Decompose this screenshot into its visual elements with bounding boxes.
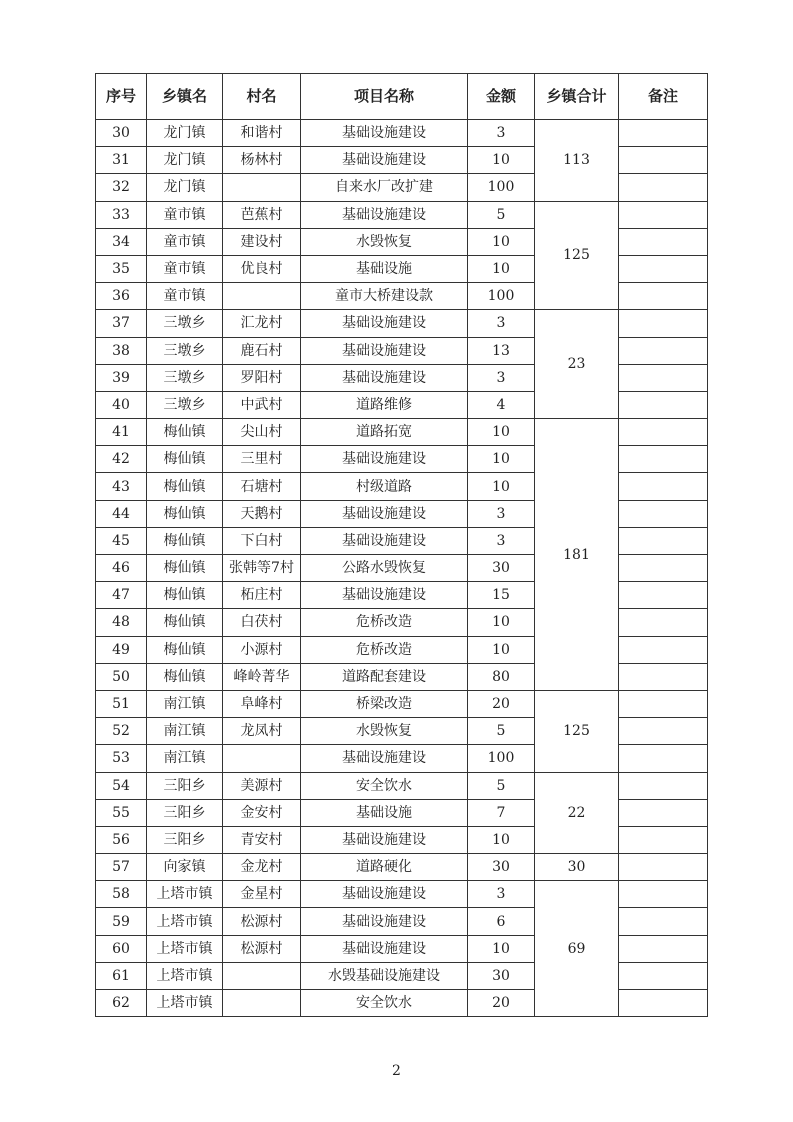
project-name: 村级道路 xyxy=(301,473,468,500)
row-index: 58 xyxy=(96,881,147,908)
village-name: 小源村 xyxy=(223,636,301,663)
amount: 30 xyxy=(468,555,535,582)
project-name: 基础设施建设 xyxy=(301,881,468,908)
village-name xyxy=(223,283,301,310)
remarks xyxy=(619,772,708,799)
project-name: 水毁基础设施建设 xyxy=(301,962,468,989)
town-name: 梅仙镇 xyxy=(147,609,223,636)
village-name: 美源村 xyxy=(223,772,301,799)
village-name: 金星村 xyxy=(223,881,301,908)
row-index: 60 xyxy=(96,935,147,962)
amount: 30 xyxy=(468,854,535,881)
amount: 3 xyxy=(468,120,535,147)
village-name: 峰岭菁华 xyxy=(223,663,301,690)
project-name: 基础设施建设 xyxy=(301,908,468,935)
amount: 3 xyxy=(468,364,535,391)
amount: 3 xyxy=(468,527,535,554)
project-name: 基础设施建设 xyxy=(301,826,468,853)
project-name: 危桥改造 xyxy=(301,636,468,663)
amount: 3 xyxy=(468,881,535,908)
amount: 10 xyxy=(468,935,535,962)
town-name: 梅仙镇 xyxy=(147,419,223,446)
remarks xyxy=(619,609,708,636)
row-index: 34 xyxy=(96,228,147,255)
town-name: 三墩乡 xyxy=(147,364,223,391)
row-index: 48 xyxy=(96,609,147,636)
village-name: 三里村 xyxy=(223,446,301,473)
town-name: 南江镇 xyxy=(147,690,223,717)
remarks xyxy=(619,500,708,527)
remarks xyxy=(619,745,708,772)
header-village: 村名 xyxy=(223,74,301,120)
amount: 100 xyxy=(468,283,535,310)
remarks xyxy=(619,228,708,255)
project-name: 道路维修 xyxy=(301,391,468,418)
amount: 20 xyxy=(468,990,535,1017)
remarks xyxy=(619,718,708,745)
town-name: 梅仙镇 xyxy=(147,582,223,609)
village-name: 金龙村 xyxy=(223,854,301,881)
row-index: 46 xyxy=(96,555,147,582)
table-row xyxy=(96,881,708,908)
row-index: 57 xyxy=(96,854,147,881)
amount: 7 xyxy=(468,799,535,826)
town-name: 梅仙镇 xyxy=(147,663,223,690)
amount: 100 xyxy=(468,745,535,772)
remarks xyxy=(619,337,708,364)
header-town-total: 乡镇合计 xyxy=(535,74,619,120)
project-name: 基础设施 xyxy=(301,255,468,282)
project-name: 公路水毁恢复 xyxy=(301,555,468,582)
amount: 10 xyxy=(468,636,535,663)
town-name: 上塔市镇 xyxy=(147,935,223,962)
project-name: 基础设施建设 xyxy=(301,500,468,527)
amount: 10 xyxy=(468,446,535,473)
village-name xyxy=(223,745,301,772)
table-row xyxy=(96,120,708,147)
town-name: 南江镇 xyxy=(147,745,223,772)
project-name: 基础设施建设 xyxy=(301,527,468,554)
row-index: 42 xyxy=(96,446,147,473)
town-total: 125 xyxy=(535,201,619,310)
amount: 10 xyxy=(468,826,535,853)
amount: 6 xyxy=(468,908,535,935)
village-name: 建设村 xyxy=(223,228,301,255)
remarks xyxy=(619,473,708,500)
allocation-table xyxy=(95,73,708,1017)
header-project: 项目名称 xyxy=(301,74,468,120)
amount: 10 xyxy=(468,255,535,282)
remarks xyxy=(619,391,708,418)
village-name: 张韩等7村 xyxy=(223,555,301,582)
village-name: 芭蕉村 xyxy=(223,201,301,228)
remarks xyxy=(619,962,708,989)
amount: 80 xyxy=(468,663,535,690)
row-index: 61 xyxy=(96,962,147,989)
project-name: 基础设施建设 xyxy=(301,745,468,772)
town-total: 113 xyxy=(535,120,619,202)
remarks xyxy=(619,174,708,201)
row-index: 59 xyxy=(96,908,147,935)
amount: 10 xyxy=(468,609,535,636)
row-index: 47 xyxy=(96,582,147,609)
row-index: 41 xyxy=(96,419,147,446)
village-name: 罗阳村 xyxy=(223,364,301,391)
amount: 3 xyxy=(468,500,535,527)
remarks xyxy=(619,527,708,554)
project-name: 基础设施建设 xyxy=(301,446,468,473)
project-name: 基础设施建设 xyxy=(301,147,468,174)
village-name: 松源村 xyxy=(223,935,301,962)
remarks xyxy=(619,255,708,282)
village-name: 优良村 xyxy=(223,255,301,282)
row-index: 38 xyxy=(96,337,147,364)
town-total: 30 xyxy=(535,854,619,881)
town-name: 上塔市镇 xyxy=(147,881,223,908)
header-row xyxy=(96,74,708,120)
village-name: 龙凤村 xyxy=(223,718,301,745)
row-index: 54 xyxy=(96,772,147,799)
row-index: 56 xyxy=(96,826,147,853)
row-index: 30 xyxy=(96,120,147,147)
village-name: 石塘村 xyxy=(223,473,301,500)
amount: 3 xyxy=(468,310,535,337)
row-index: 31 xyxy=(96,147,147,174)
town-name: 三阳乡 xyxy=(147,799,223,826)
town-name: 梅仙镇 xyxy=(147,473,223,500)
project-name: 桥梁改造 xyxy=(301,690,468,717)
remarks xyxy=(619,799,708,826)
project-name: 基础设施建设 xyxy=(301,120,468,147)
row-index: 51 xyxy=(96,690,147,717)
remarks xyxy=(619,555,708,582)
village-name xyxy=(223,174,301,201)
town-name: 向家镇 xyxy=(147,854,223,881)
table-row xyxy=(96,310,708,337)
village-name: 松源村 xyxy=(223,908,301,935)
town-name: 童市镇 xyxy=(147,228,223,255)
remarks xyxy=(619,446,708,473)
project-name: 基础设施建设 xyxy=(301,935,468,962)
row-index: 32 xyxy=(96,174,147,201)
amount: 5 xyxy=(468,718,535,745)
village-name: 柘庄村 xyxy=(223,582,301,609)
town-name: 上塔市镇 xyxy=(147,962,223,989)
amount: 10 xyxy=(468,228,535,255)
row-index: 62 xyxy=(96,990,147,1017)
amount: 15 xyxy=(468,582,535,609)
header-remarks: 备注 xyxy=(619,74,708,120)
project-name: 基础设施建设 xyxy=(301,337,468,364)
project-name: 安全饮水 xyxy=(301,772,468,799)
table-row xyxy=(96,854,708,881)
row-index: 44 xyxy=(96,500,147,527)
village-name: 杨林村 xyxy=(223,147,301,174)
row-index: 37 xyxy=(96,310,147,337)
town-name: 龙门镇 xyxy=(147,120,223,147)
town-name: 梅仙镇 xyxy=(147,555,223,582)
town-name: 梅仙镇 xyxy=(147,446,223,473)
town-name: 南江镇 xyxy=(147,718,223,745)
village-name: 和谐村 xyxy=(223,120,301,147)
remarks xyxy=(619,636,708,663)
table-row xyxy=(96,772,708,799)
village-name xyxy=(223,962,301,989)
village-name xyxy=(223,990,301,1017)
town-total: 22 xyxy=(535,772,619,854)
row-index: 43 xyxy=(96,473,147,500)
project-name: 水毁恢复 xyxy=(301,228,468,255)
header-amount: 金额 xyxy=(468,74,535,120)
remarks xyxy=(619,120,708,147)
town-name: 梅仙镇 xyxy=(147,527,223,554)
remarks xyxy=(619,663,708,690)
town-name: 三墩乡 xyxy=(147,391,223,418)
remarks xyxy=(619,881,708,908)
row-index: 49 xyxy=(96,636,147,663)
amount: 20 xyxy=(468,690,535,717)
amount: 10 xyxy=(468,147,535,174)
remarks xyxy=(619,990,708,1017)
remarks xyxy=(619,310,708,337)
header-index: 序号 xyxy=(96,74,147,120)
project-name: 基础设施建设 xyxy=(301,201,468,228)
row-index: 45 xyxy=(96,527,147,554)
village-name: 下白村 xyxy=(223,527,301,554)
amount: 13 xyxy=(468,337,535,364)
row-index: 36 xyxy=(96,283,147,310)
remarks xyxy=(619,935,708,962)
village-name: 中武村 xyxy=(223,391,301,418)
header-town: 乡镇名 xyxy=(147,74,223,120)
remarks xyxy=(619,826,708,853)
town-name: 三墩乡 xyxy=(147,310,223,337)
row-index: 50 xyxy=(96,663,147,690)
town-name: 龙门镇 xyxy=(147,147,223,174)
remarks xyxy=(619,283,708,310)
town-total: 23 xyxy=(535,310,619,419)
row-index: 39 xyxy=(96,364,147,391)
town-total: 181 xyxy=(535,419,619,691)
amount: 10 xyxy=(468,419,535,446)
village-name: 尖山村 xyxy=(223,419,301,446)
row-index: 55 xyxy=(96,799,147,826)
remarks xyxy=(619,582,708,609)
remarks xyxy=(619,147,708,174)
amount: 5 xyxy=(468,201,535,228)
amount: 30 xyxy=(468,962,535,989)
page-number: 2 xyxy=(392,1063,401,1079)
town-total: 125 xyxy=(535,690,619,772)
project-name: 道路配套建设 xyxy=(301,663,468,690)
amount: 10 xyxy=(468,473,535,500)
village-name: 汇龙村 xyxy=(223,310,301,337)
project-name: 道路硬化 xyxy=(301,854,468,881)
remarks xyxy=(619,201,708,228)
town-name: 三阳乡 xyxy=(147,826,223,853)
project-name: 安全饮水 xyxy=(301,990,468,1017)
town-name: 童市镇 xyxy=(147,255,223,282)
village-name: 白茯村 xyxy=(223,609,301,636)
village-name: 金安村 xyxy=(223,799,301,826)
town-name: 三墩乡 xyxy=(147,337,223,364)
table-row xyxy=(96,201,708,228)
table-row xyxy=(96,419,708,446)
town-name: 上塔市镇 xyxy=(147,908,223,935)
table-row xyxy=(96,690,708,717)
amount: 5 xyxy=(468,772,535,799)
project-name: 自来水厂改扩建 xyxy=(301,174,468,201)
project-name: 水毁恢复 xyxy=(301,718,468,745)
remarks xyxy=(619,419,708,446)
row-index: 52 xyxy=(96,718,147,745)
town-name: 童市镇 xyxy=(147,201,223,228)
row-index: 40 xyxy=(96,391,147,418)
project-name: 危桥改造 xyxy=(301,609,468,636)
town-name: 童市镇 xyxy=(147,283,223,310)
amount: 4 xyxy=(468,391,535,418)
project-name: 基础设施建设 xyxy=(301,364,468,391)
project-name: 道路拓宽 xyxy=(301,419,468,446)
amount: 100 xyxy=(468,174,535,201)
table-body xyxy=(96,120,708,1017)
town-name: 梅仙镇 xyxy=(147,500,223,527)
remarks xyxy=(619,908,708,935)
town-name: 梅仙镇 xyxy=(147,636,223,663)
project-name: 基础设施 xyxy=(301,799,468,826)
row-index: 33 xyxy=(96,201,147,228)
town-name: 三阳乡 xyxy=(147,772,223,799)
village-name: 青安村 xyxy=(223,826,301,853)
remarks xyxy=(619,364,708,391)
project-name: 基础设施建设 xyxy=(301,310,468,337)
remarks xyxy=(619,854,708,881)
row-index: 53 xyxy=(96,745,147,772)
project-name: 基础设施建设 xyxy=(301,582,468,609)
project-name: 童市大桥建设款 xyxy=(301,283,468,310)
village-name: 鹿石村 xyxy=(223,337,301,364)
town-total: 69 xyxy=(535,881,619,1017)
row-index: 35 xyxy=(96,255,147,282)
town-name: 龙门镇 xyxy=(147,174,223,201)
village-name: 天鹅村 xyxy=(223,500,301,527)
town-name: 上塔市镇 xyxy=(147,990,223,1017)
remarks xyxy=(619,690,708,717)
village-name: 阜峰村 xyxy=(223,690,301,717)
